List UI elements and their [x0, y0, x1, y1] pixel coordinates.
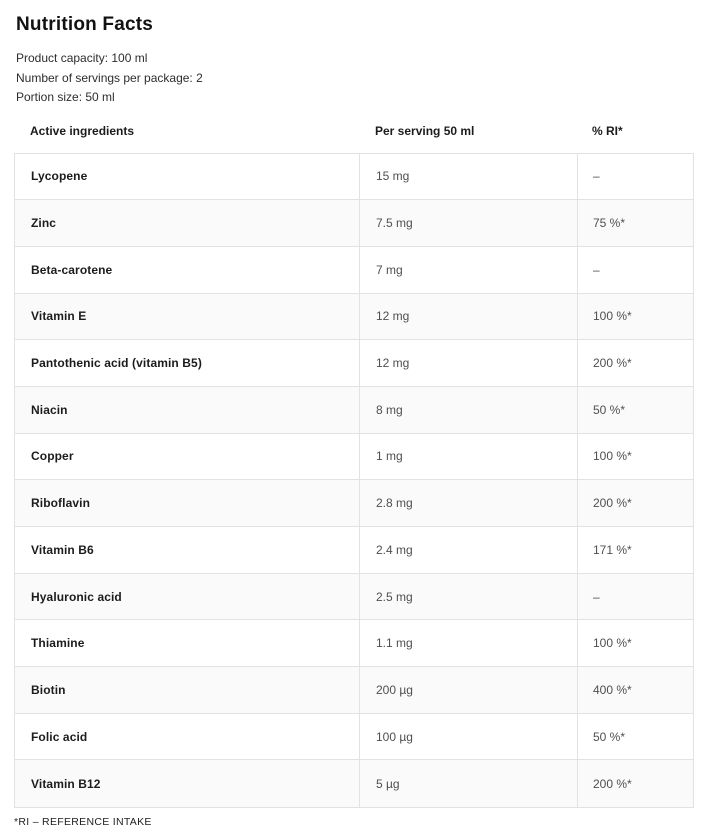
ingredient-name: Lycopene	[31, 169, 88, 184]
per-serving-value: 12 mg	[376, 309, 410, 324]
footnote-reference-intake: *RI – REFERENCE INTAKE	[14, 816, 152, 829]
column-header-per-serving: Per serving 50 ml	[375, 123, 475, 138]
table-row	[15, 340, 693, 387]
table-row	[15, 527, 693, 574]
per-serving-value: 1.1 mg	[376, 636, 413, 651]
ingredient-name: Copper	[31, 449, 74, 464]
ingredient-name: Riboflavin	[31, 496, 91, 511]
ri-value: –	[593, 589, 600, 604]
per-serving-value: 100 µg	[376, 729, 413, 744]
table-row	[15, 154, 693, 201]
per-serving-value: 12 mg	[376, 356, 410, 371]
ri-value: –	[593, 169, 600, 184]
product-meta	[0, 36, 709, 108]
ri-value: 400 %*	[593, 682, 632, 697]
per-serving-value: 2.4 mg	[376, 542, 413, 557]
ingredient-name: Folic acid	[31, 729, 88, 744]
ingredient-name: Zinc	[31, 216, 57, 231]
per-serving-value: 2.8 mg	[376, 496, 413, 511]
per-serving-value: 5 µg	[376, 776, 400, 791]
ri-value: 100 %*	[593, 449, 632, 464]
table-row	[15, 200, 693, 247]
table-row	[15, 434, 693, 481]
ingredient-name: Vitamin B6	[31, 542, 94, 557]
ri-value: 100 %*	[593, 636, 632, 651]
column-header-ri: % RI*	[592, 123, 623, 138]
meta-servings-per-package: Number of servings per package: 2	[16, 70, 203, 85]
ingredient-name: Beta-carotene	[31, 262, 113, 277]
ingredient-name: Hyaluronic acid	[31, 589, 122, 604]
ri-value: 100 %*	[593, 309, 632, 324]
table-row	[15, 387, 693, 434]
per-serving-value: 2.5 mg	[376, 589, 413, 604]
meta-product-capacity: Product capacity: 100 ml	[16, 51, 148, 65]
ingredient-name: Niacin	[31, 402, 68, 417]
ingredient-name: Vitamin E	[31, 309, 87, 324]
per-serving-value: 1 mg	[376, 449, 403, 464]
ri-value: 200 %*	[593, 496, 632, 511]
ri-value: 50 %*	[593, 402, 626, 417]
ri-value: 200 %*	[593, 356, 632, 371]
per-serving-value: 7.5 mg	[376, 216, 413, 231]
ri-value: 50 %*	[593, 729, 626, 744]
table-row	[15, 714, 693, 761]
table-body	[15, 154, 693, 808]
per-serving-value: 8 mg	[376, 402, 403, 417]
table-row	[15, 247, 693, 294]
meta-portion-size: Portion size: 50 ml	[16, 90, 115, 104]
ingredient-name: Pantothenic acid (vitamin B5)	[31, 356, 202, 371]
table-header	[14, 119, 694, 143]
table-row	[15, 480, 693, 527]
table-row	[15, 620, 693, 667]
ingredient-name: Biotin	[31, 682, 66, 697]
ri-value: –	[593, 262, 600, 277]
table-row	[15, 760, 693, 807]
ri-value: 75 %*	[593, 216, 626, 231]
table-row	[15, 667, 693, 714]
ri-value: 200 %*	[593, 776, 632, 791]
per-serving-value: 200 µg	[376, 682, 413, 697]
page-title: Nutrition Facts	[16, 14, 154, 35]
ingredient-name: Vitamin B12	[31, 776, 101, 791]
ri-value: 171 %*	[593, 542, 632, 557]
per-serving-value: 15 mg	[376, 169, 410, 184]
nutrition-table	[14, 153, 694, 809]
table-row	[15, 294, 693, 341]
per-serving-value: 7 mg	[376, 262, 403, 277]
table-row	[15, 574, 693, 621]
ingredient-name: Thiamine	[31, 636, 85, 651]
column-header-active-ingredients: Active ingredients	[30, 123, 135, 138]
